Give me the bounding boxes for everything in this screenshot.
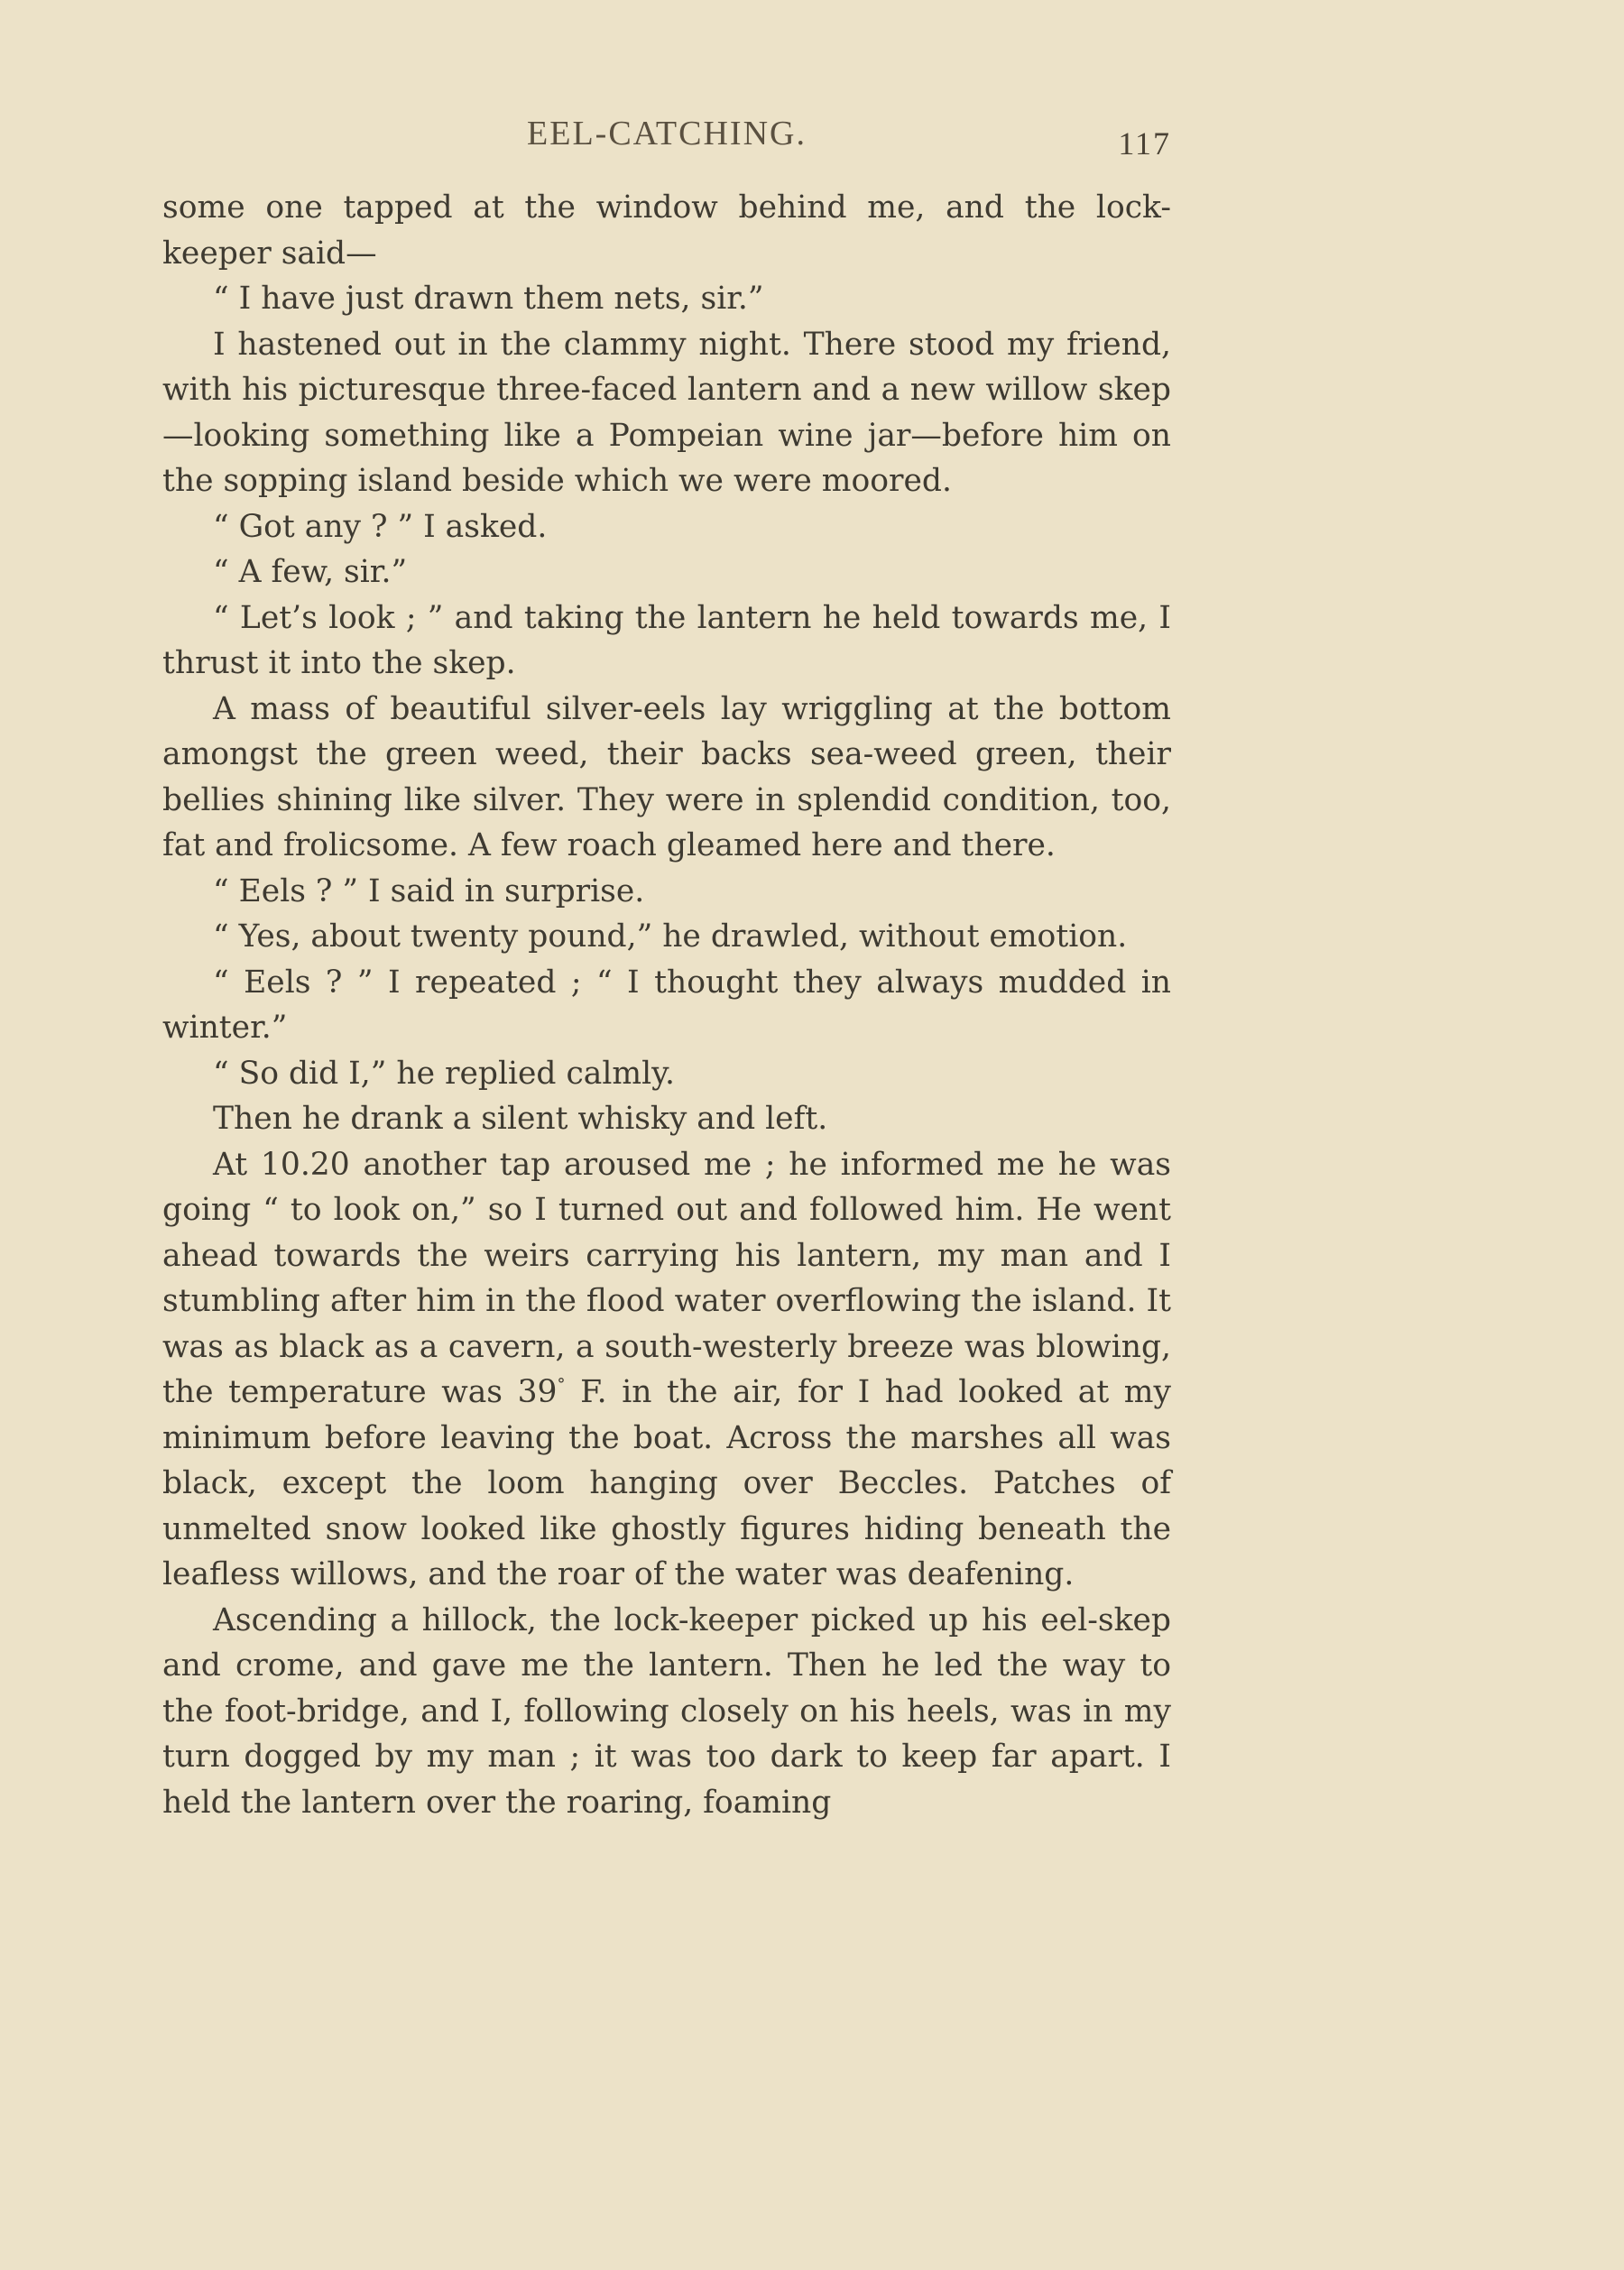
degree-sign: ° (557, 1374, 566, 1394)
paragraph: “ So did I,” he replied calmly. (213, 1055, 676, 1092)
paragraph: “ Let’s look ; ” and taking the lantern he held towards me, I thrust it into the skep. (162, 599, 1171, 681)
page-number: 117 (1118, 125, 1171, 161)
paragraph: “ Eels ? ” I repeated ; “ I thought they always mudded in winter.” (162, 964, 1171, 1046)
paragraph: Ascending a hillock, the lock-keeper picked up his eel-skep and crome, and gave me the lantern. Then he led the way to the foot-bridge, and I, following closely on his heels, was in my turn dogged by my man ; it was too dark to keep far apart. I held the lantern over the roaring, foaming (162, 1601, 1171, 1821)
paragraph-text: At 10.20 another tap aroused me ; he informed me he was going “ to look on,” so I turned out and followed him. He went ahead towards the weirs carrying his lantern, my man and I stumbling after him in the flood water overflowing the island. It was as black as a cavern, a south-westerly breeze was blowing, the temperature was 39 (162, 1146, 1171, 1410)
paragraph-text: F. in the air, for I had looked at my minimum before leaving the boat. Across the marshes all was black, except the loom hanging over Beccles. Patches of unmelted snow looked like ghostly figures hiding beneath the leafless willows, and the roar of the water was deafening. (162, 1374, 1172, 1592)
paragraph: A mass of beautiful silver-eels lay wriggling at the bottom amongst the green weed, their backs sea-weed green, their bellies shining like silver. They were in splendid condition, too, fat and frolicsome. A few roach gleamed here and there. (162, 690, 1171, 863)
page-header (162, 114, 1171, 168)
paragraph: “ A few, sir.” (213, 554, 408, 590)
paragraph: I hastened out in the clammy night. There stood my friend, with his picturesque three-faced lantern and a new willow skep—looking something like a Pompeian wine jar—before him on the sopping island beside which we were moored. (162, 326, 1171, 499)
paragraph: “ I have just drawn them nets, sir.” (213, 281, 764, 317)
paragraph: “ Yes, about twenty pound,” he drawled, without emotion. (213, 918, 1128, 955)
paragraph: “ Eels ? ” I said in surprise. (213, 872, 645, 909)
paragraph: some one tapped at the window behind me, and the lock-keeper said— (162, 189, 1171, 272)
body-text (162, 185, 1171, 1825)
paragraph: Then he drank a silent whisky and left. (213, 1101, 828, 1137)
paragraph (162, 1142, 1171, 1598)
running-head: EEL-CATCHING. (527, 115, 807, 152)
paragraph: “ Got any ? ” I asked. (213, 508, 548, 545)
